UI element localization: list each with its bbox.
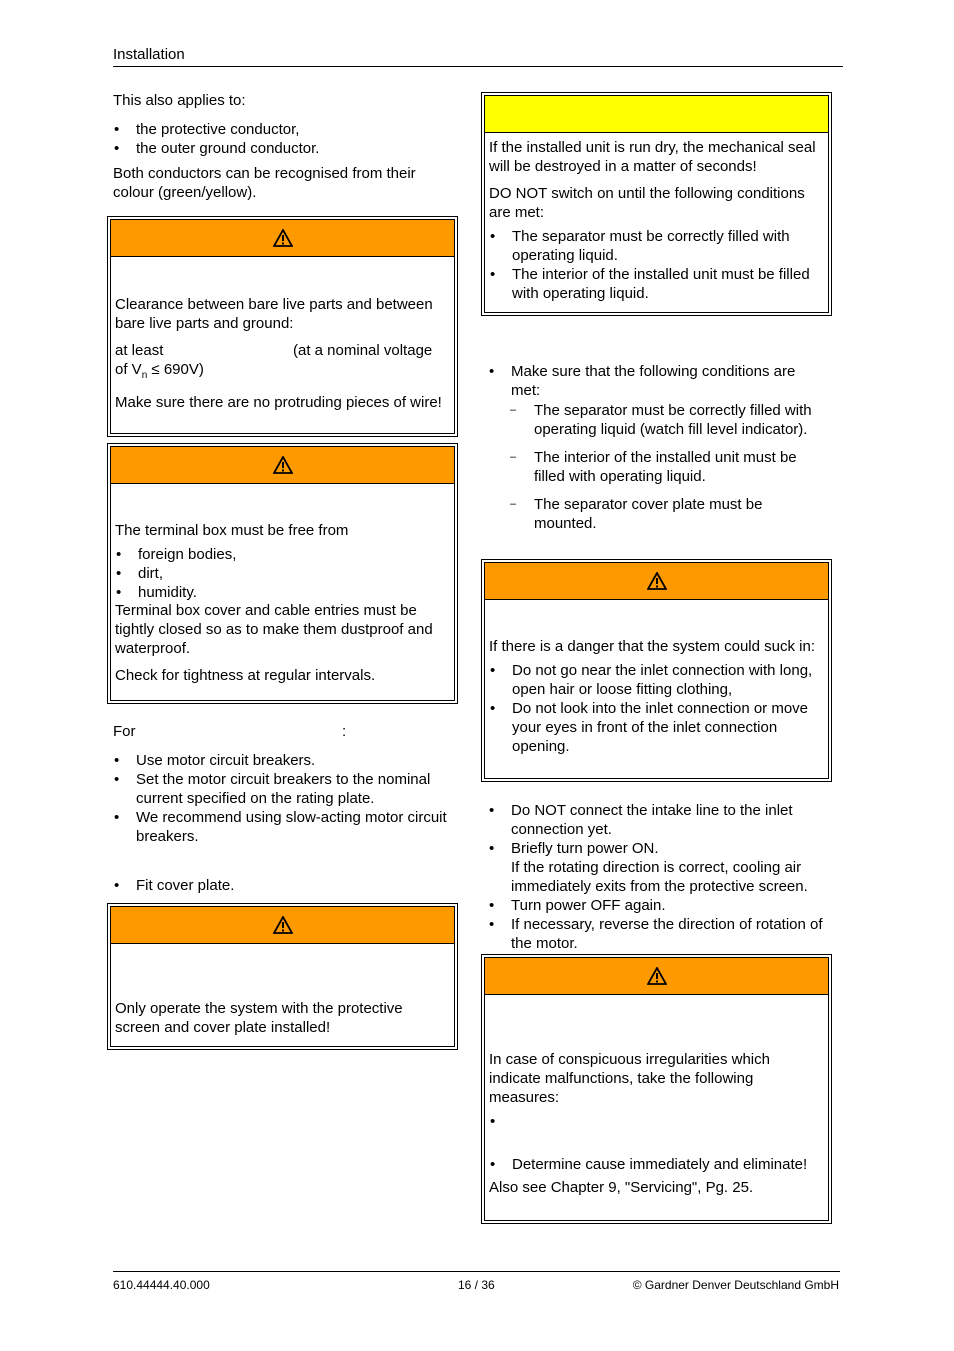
list-item	[489, 1112, 824, 1131]
doc-number: 610.44444.40.000	[113, 1278, 210, 1292]
warning-triangle-icon	[273, 916, 293, 934]
footer-rule	[113, 1271, 840, 1272]
breaker-list	[113, 751, 453, 846]
list-item: • We recommend using slow-acting motor circuit breakers.	[113, 808, 453, 846]
list-item: • If necessary, reverse the direction of rotation of the motor.	[488, 915, 828, 953]
list-item: • The interior of the installed unit must be filled with operating liquid.	[489, 265, 824, 303]
measures-list	[489, 1112, 824, 1174]
applies-list	[113, 120, 453, 158]
dash-item: – The separator cover plate must be mounted.	[511, 495, 828, 533]
list-item	[488, 839, 828, 896]
rotation-section	[488, 801, 828, 953]
subscript-n: n	[141, 370, 148, 381]
cover-list	[113, 876, 453, 895]
conditions-list	[488, 362, 828, 400]
list-item: • humidity.	[115, 583, 450, 602]
for-line	[113, 722, 453, 741]
for-colon: :	[342, 723, 347, 740]
suction-list	[489, 661, 824, 756]
list-item: • foreign bodies,	[115, 545, 450, 564]
copyright: © Gardner Denver Deutschland GmbH	[632, 1278, 839, 1292]
page-header: Installation	[113, 46, 185, 63]
warning-triangle-icon	[647, 967, 667, 985]
dash-item: – The interior of the installed unit must be filled with operating liquid.	[511, 448, 828, 486]
caution-bar	[485, 96, 828, 133]
warning-triangle-icon	[647, 572, 667, 590]
irregular-text: In case of conspicuous irregularities which indicate malfunctions, take the following measures:	[489, 1051, 770, 1106]
step-note: If the rotating direction is correct, cooling air immediately exits from the protective screen.	[511, 859, 808, 895]
warning-box-clearance	[110, 219, 455, 434]
see-also-text: Also see Chapter 9, "Servicing", Pg. 25.	[489, 1179, 754, 1196]
warning-bar	[485, 563, 828, 600]
colour-note: Both conductors can be recognised from their colour (green/yellow).	[113, 165, 416, 201]
conditions-dash-list	[511, 401, 828, 533]
wire-text: Make sure there are no protruding pieces of wire!	[115, 394, 442, 411]
at-least-label: at least	[115, 342, 164, 359]
screen-text: Only operate the system with the protective screen and cover plate installed!	[115, 1000, 403, 1036]
warning-bar	[111, 220, 454, 257]
contaminant-list	[115, 545, 450, 602]
check-text: Check for tightness at regular intervals.	[115, 667, 376, 684]
applies-intro: This also applies to:	[113, 92, 246, 109]
list-item: • the protective conductor,	[113, 120, 453, 139]
warning-bar	[111, 907, 454, 944]
closed-text: Terminal box cover and cable entries must be tightly closed so as to make them dustproof and waterproof.	[115, 602, 433, 657]
warning-triangle-icon	[273, 456, 293, 474]
dry-run-text: If the installed unit is run dry, the mechanical seal will be destroyed in a matter of seconds!	[489, 139, 816, 175]
for-label: For	[113, 723, 136, 740]
page-number: 16 / 36	[458, 1278, 495, 1292]
warning-bar	[111, 447, 454, 484]
list-item: • Make sure that the following conditions are met:	[488, 362, 828, 400]
fill-list	[489, 227, 824, 303]
warning-box-terminal	[110, 446, 455, 701]
voltage-limit: ≤ 690V)	[147, 361, 204, 378]
warning-triangle-icon	[273, 229, 293, 247]
nominal-label: (at a nominal voltage	[293, 342, 433, 359]
list-item: • Determine cause immediately and eliminate!	[489, 1155, 824, 1174]
list-item: • Use motor circuit breakers.	[113, 751, 453, 770]
left-column	[113, 91, 453, 202]
free-from-text: The terminal box must be free from	[115, 522, 349, 539]
suction-text: If there is a danger that the system could suck in:	[489, 638, 816, 655]
list-item: • dirt,	[115, 564, 450, 583]
step-text: Briefly turn power ON.	[511, 840, 659, 857]
warning-box-suction	[484, 562, 829, 779]
list-item: • Fit cover plate.	[113, 876, 453, 895]
list-item: • Turn power OFF again.	[488, 896, 828, 915]
list-item: • Do not look into the inlet connection or move your eyes in front of the inlet connection opening.	[489, 699, 824, 756]
rotation-steps	[488, 801, 828, 953]
list-item: • The separator must be correctly filled with operating liquid.	[489, 227, 824, 265]
warning-box-screen	[110, 906, 455, 1047]
dont-switch-text: DO NOT switch on until the following conditions are met:	[489, 185, 805, 221]
breaker-section	[113, 722, 453, 895]
list-item: • the outer ground conductor.	[113, 139, 453, 158]
list-item: • Set the motor circuit breakers to the nominal current specified on the rating plate.	[113, 770, 453, 808]
warning-box-irregularities	[484, 957, 829, 1221]
warning-bar	[485, 958, 828, 995]
conditions-section	[488, 362, 828, 533]
clearance-text: Clearance between bare live parts and between bare live parts and ground:	[115, 296, 433, 332]
clearance-value	[115, 341, 450, 385]
caution-box-dry-run	[484, 95, 829, 313]
of-v-label: of V	[115, 361, 142, 378]
header-rule	[113, 66, 843, 67]
dash-item: – The separator must be correctly filled with operating liquid (watch fill level indicator).	[511, 401, 828, 439]
list-item: • Do NOT connect the intake line to the inlet connection yet.	[488, 801, 828, 839]
list-item: • Do not go near the inlet connection with long, open hair or loose fitting clothing,	[489, 661, 824, 699]
